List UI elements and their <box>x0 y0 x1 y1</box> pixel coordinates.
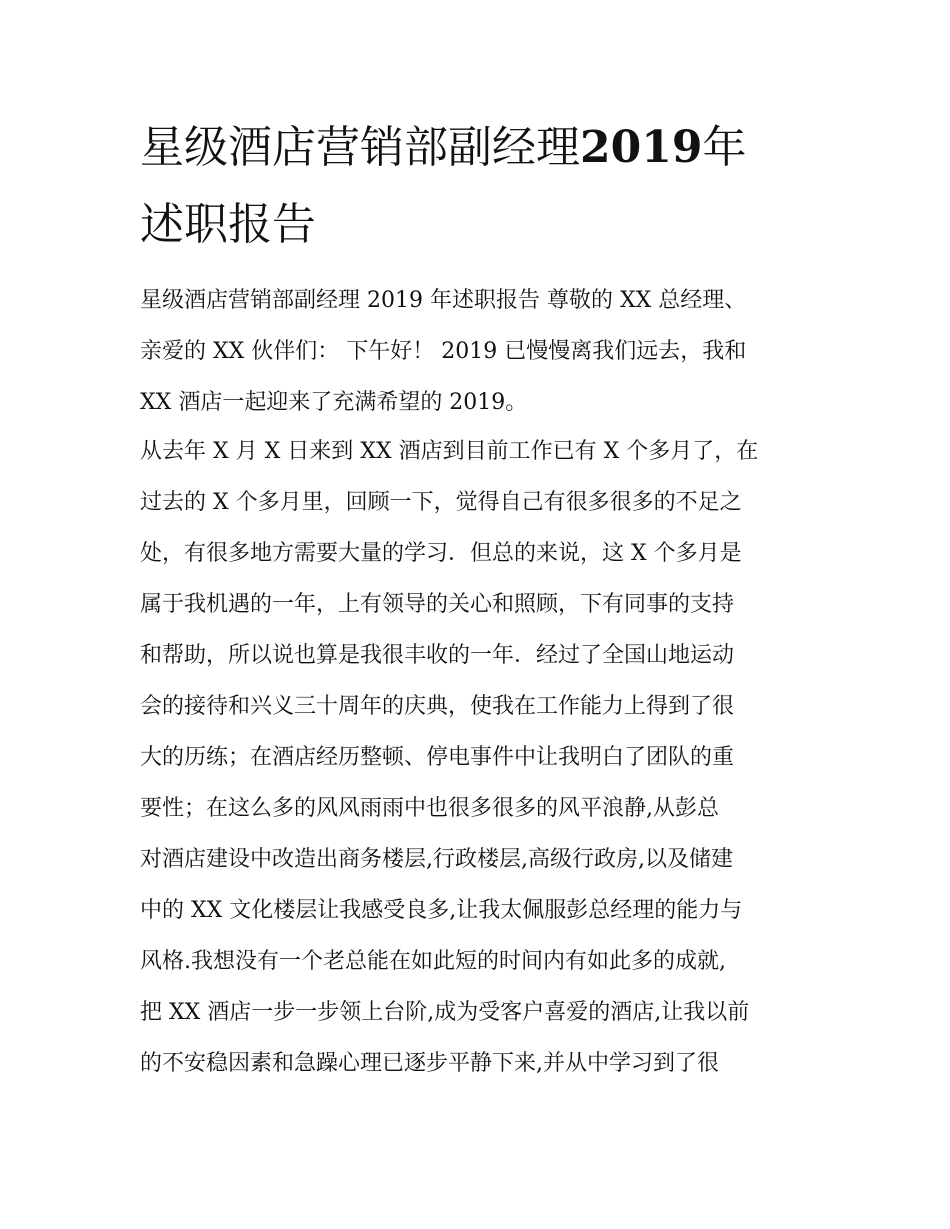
paragraph-line: 风格.我想没有一个老总能在如此短的时间内有如此多的成就, <box>140 949 726 974</box>
document-title-line-1: 星级酒店营销部副经理2019年 <box>140 122 747 173</box>
paragraph-line: 会的接待和兴义三十周年的庆典，使我在工作能力上得到了很 <box>140 694 735 719</box>
paragraph-line: 从去年 X 月 X 日来到 XX 酒店到目前工作已有 X 个多月了，在 <box>140 439 759 464</box>
paragraph-line: 要性；在这么多的风风雨雨中也很多很多的风平浪静,从彭总 <box>140 796 719 821</box>
paragraph-line: 亲爱的 XX 伙伴们： 下午好！ 2019 已慢慢离我们远去，我和 <box>140 339 747 364</box>
paragraph-line: 大的历练；在酒店经历整顿、停电事件中让我明白了团队的重 <box>140 745 735 770</box>
paragraph-line: 过去的 X 个多月里，回顾一下，觉得自己有很多很多的不足之 <box>140 490 742 515</box>
paragraph-line: 处，有很多地方需要大量的学习．但总的来说，这 X 个多月是 <box>140 541 742 566</box>
paragraph-line: 中的 XX 文化楼层让我感受良多,让我太佩服彭总经理的能力与 <box>140 898 743 923</box>
paragraph-line: XX 酒店一起迎来了充满希望的 2019。 <box>140 390 528 415</box>
paragraph-line: 属于我机遇的一年，上有领导的关心和照顾，下有同事的支持 <box>140 592 735 617</box>
paragraph-line: 和帮助，所以说也算是我很丰收的一年．经过了全国山地运动 <box>140 643 735 668</box>
paragraph-line: 对酒店建设中改造出商务楼层,行政楼层,高级行政房,以及储建 <box>140 847 733 872</box>
paragraph-line: 把 XX 酒店一步一步领上台阶,成为受客户喜爱的酒店,让我以前 <box>140 1000 750 1025</box>
paragraph-line: 的不安稳因素和急躁心理已逐步平静下来,并从中学习到了很 <box>140 1051 719 1076</box>
paragraph-line: 星级酒店营销部副经理 2019 年述职报告 尊敬的 XX 总经理、 <box>140 288 747 313</box>
document-title-line-2: 述职报告 <box>140 199 316 250</box>
